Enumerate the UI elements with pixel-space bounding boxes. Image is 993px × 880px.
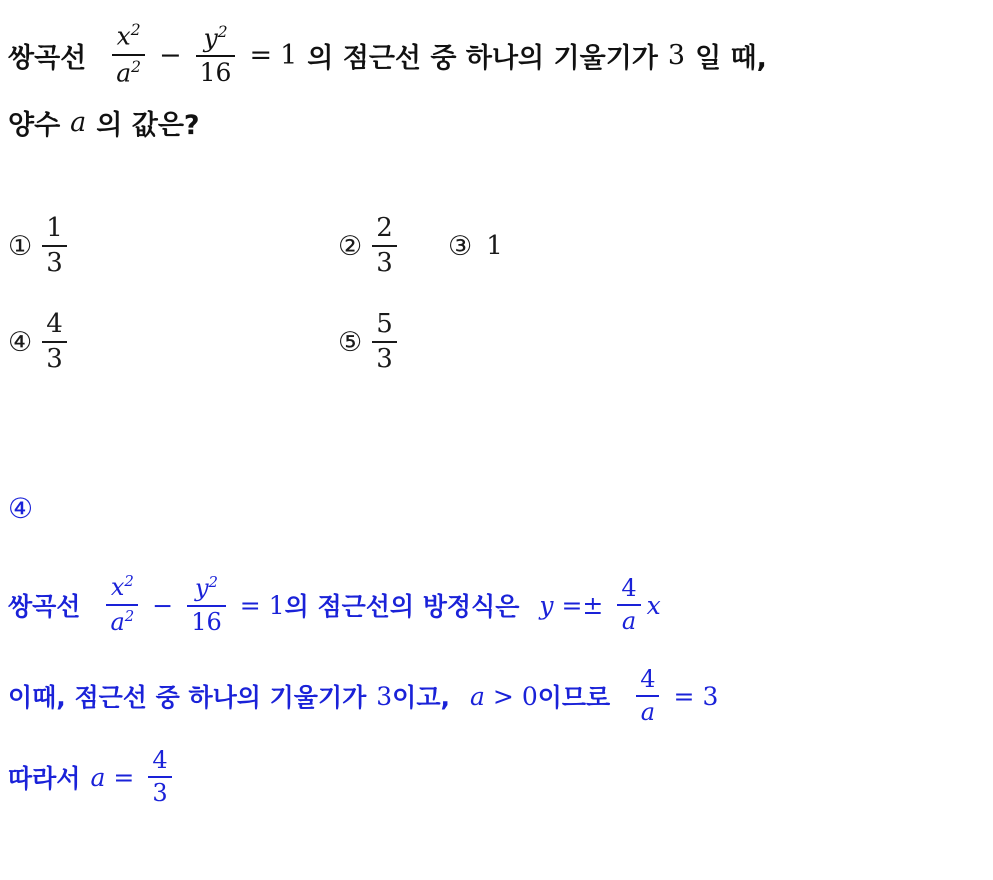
result-value: 3	[702, 681, 719, 711]
fraction-y2-16	[196, 24, 236, 87]
answer-marker: ④	[8, 492, 34, 525]
choice-fraction	[42, 212, 67, 278]
fraction-bar	[372, 245, 397, 247]
slope-fraction	[636, 664, 659, 726]
minus-operator: −	[159, 39, 182, 71]
solution-line-2	[8, 650, 983, 742]
solution-conclusion-label: 따라서	[8, 764, 81, 793]
solution-hyperbola-equation	[100, 571, 285, 636]
fraction-denominator: 3	[376, 248, 393, 278]
choice-fraction	[42, 308, 67, 374]
choice-option-5[interactable]	[338, 308, 403, 374]
slope-value: 3	[376, 681, 393, 711]
solution-line2-mid: 이고,	[392, 683, 450, 712]
fraction-bar	[617, 604, 640, 606]
question-block	[8, 14, 983, 148]
choice-fraction	[372, 212, 397, 278]
fraction-numerator: 4	[152, 745, 168, 774]
fraction-bar	[106, 604, 138, 606]
equation-rhs: 1	[268, 590, 285, 620]
question-lead: 쌍곡선	[8, 42, 87, 74]
solution-line-3	[8, 742, 983, 812]
equation-rhs: 1	[280, 39, 298, 71]
fraction-denominator: 3	[46, 248, 63, 278]
solution-mid-text: 의 점근선의 방정식은	[284, 592, 520, 621]
fraction-bar	[636, 695, 659, 697]
fraction-denominator: 3	[376, 344, 393, 374]
fraction-numerator: $y^2$	[194, 572, 218, 602]
fraction-numerator: 2	[376, 212, 393, 243]
fraction-y2-16	[187, 572, 226, 636]
fraction-bar	[42, 341, 67, 343]
solution-lead: 쌍곡선	[8, 592, 81, 621]
fraction-numerator: $x^2$	[116, 21, 141, 51]
equals-sign: =	[239, 590, 261, 620]
choice-marker: ⑤	[338, 326, 363, 358]
choice-option-2[interactable]	[338, 212, 448, 278]
variable-a: a	[469, 681, 485, 711]
greater-than-sign: >	[492, 681, 514, 711]
variable-a: a	[90, 762, 106, 792]
choice-value: 1	[486, 231, 503, 261]
fraction-denominator: $a^2$	[110, 607, 135, 636]
fraction-x2-a2	[106, 571, 138, 636]
hyperbola-equation	[106, 22, 297, 87]
choice-option-1[interactable]	[8, 212, 338, 278]
fraction-numerator: $y^2$	[203, 22, 228, 52]
fraction-denominator: a	[621, 607, 637, 635]
choice-row-2	[8, 294, 983, 390]
fraction-denominator: $a^2$	[116, 58, 142, 88]
fraction-numerator: 4	[621, 573, 637, 602]
choice-option-4[interactable]	[8, 308, 338, 374]
solution-block	[8, 560, 983, 812]
fraction-bar	[42, 245, 67, 247]
equals-plusminus: =±	[561, 590, 604, 620]
choice-fraction	[372, 308, 397, 374]
minus-operator: −	[152, 590, 174, 620]
fraction-bar	[112, 54, 145, 56]
solution-line2-post: 이므로	[537, 683, 611, 712]
asymptote-fraction	[617, 573, 640, 635]
fraction-denominator: a	[640, 698, 655, 726]
variable-x: x	[646, 590, 661, 620]
fraction-bar	[196, 55, 236, 57]
choice-list	[8, 198, 983, 390]
question-tail-text: 일 때,	[695, 42, 767, 74]
final-answer-fraction	[148, 745, 171, 807]
choice-option-3[interactable]	[448, 231, 503, 262]
variable-a: a	[70, 106, 87, 138]
fraction-denominator: 16	[191, 608, 222, 636]
fraction-denominator: 16	[199, 58, 232, 88]
choice-marker: ①	[8, 230, 33, 262]
fraction-bar	[372, 341, 397, 343]
choice-row-1	[8, 198, 983, 294]
question-line-2	[8, 96, 983, 148]
fraction-numerator: 1	[46, 212, 63, 243]
fraction-denominator: 3	[46, 344, 63, 374]
fraction-bar	[187, 605, 226, 607]
fraction-numerator: 4	[46, 308, 63, 339]
fraction-numerator: 5	[376, 308, 393, 339]
variable-y: y	[539, 590, 554, 620]
fraction-numerator: $x^2$	[110, 571, 134, 601]
fraction-x2-a2	[112, 22, 145, 87]
equals-sign: =	[673, 681, 695, 711]
equals-sign: =	[113, 762, 135, 792]
choice-marker: ②	[338, 230, 363, 262]
condition-value: 0	[521, 681, 538, 711]
choice-marker: ④	[8, 326, 33, 358]
slope-value: 3	[667, 39, 686, 71]
choice-marker: ③	[448, 230, 473, 262]
equals-sign: =	[249, 39, 273, 71]
question-line2-post: 의 값은?	[96, 109, 200, 141]
question-mid-text: 의 점근선 중 하나의 기울기가	[307, 42, 658, 74]
fraction-bar	[148, 776, 171, 778]
question-line-1	[8, 14, 983, 96]
solution-line-1	[8, 560, 983, 650]
fraction-numerator: 4	[640, 664, 656, 693]
solution-line2-pre: 이때, 점근선 중 하나의 기울기가	[8, 683, 367, 712]
fraction-denominator: 3	[152, 779, 168, 807]
question-line2-pre: 양수	[8, 109, 61, 141]
